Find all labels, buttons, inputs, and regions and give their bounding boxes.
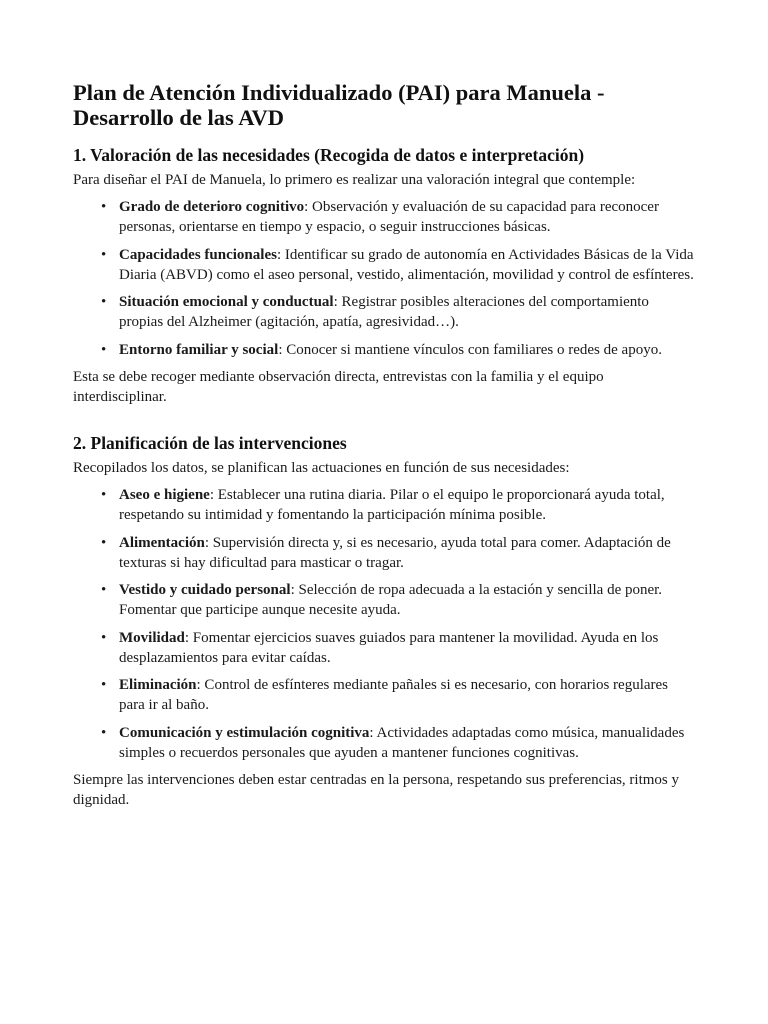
section-heading: 2. Planificación de las intervenciones — [73, 433, 347, 453]
list-item-text: : Selección de ropa adecuada a la estación y sencilla de poner. Fomentar que participe aunque necesite ayuda. — [119, 582, 663, 618]
list-item-term: Eliminación — [119, 677, 197, 693]
list-item-text: : Actividades adaptadas como música, manualidades simples o recuerdos personales que ayuden a mantener funciones cognitivas. — [119, 724, 685, 761]
section-valoracion — [73, 145, 694, 407]
list-item-term: Capacidades funcionales — [119, 246, 277, 263]
list-item-text: : Supervisión directa y, si es necesario, ayuda total para comer. Adaptación de texturas si hay dificultad para masticar o tragar. — [119, 534, 671, 571]
list-item-text: : Control de esfínteres mediante pañales si es necesario, con horarios regulares para ir al baño. — [119, 677, 669, 713]
section-intro: Para diseñar el PAI de Manuela, lo primero es realizar una valoración integral que contemple: — [73, 172, 636, 188]
section-planificacion — [73, 433, 694, 810]
list-item — [119, 340, 694, 360]
list-item-term: Movilidad — [119, 629, 185, 646]
list-item-term: Comunicación y estimulación cognitiva — [119, 724, 370, 741]
list-item-text: : Establecer una rutina diaria. Pilar o el equipo le proporcionará ayuda total, respetando su intimidad y fomentando la participación mínima posible. — [119, 487, 665, 523]
list-item-term: Aseo e higiene — [119, 487, 210, 503]
list-item-text: : Conocer si mantiene vínculos con familiares o redes de apoyo. — [278, 341, 662, 358]
bullet-list — [73, 485, 694, 763]
list-item — [119, 628, 694, 668]
list-item-text: : Registrar posibles alteraciones del comportamiento propias del Alzheimer (agitación, apatía, agresividad…). — [119, 294, 649, 330]
list-item — [119, 197, 694, 237]
list-item — [119, 245, 694, 285]
list-item-term: Vestido y cuidado personal — [119, 582, 291, 598]
section-intro: Recopilados los datos, se planifican las actuaciones en función de sus necesidades: — [73, 460, 570, 476]
list-item-term: Situación emocional y conductual — [119, 294, 334, 310]
section-closing: Siempre las intervenciones deben estar centradas en la persona, respetando sus preferencias, ritmos y dignidad. — [73, 772, 680, 808]
section-heading: 1. Valoración de las necesidades (Recogida de datos e interpretación) — [73, 145, 585, 165]
list-item — [119, 675, 694, 715]
list-item-term: Grado de deterioro cognitivo — [119, 199, 305, 215]
list-item-text: : Identificar su grado de autonomía en Actividades Básicas de la Vida Diaria (ABVD) como el aseo personal, vestido, alimentación, movilidad y control de esfínteres. — [119, 246, 694, 283]
list-item-term: Entorno familiar y social — [119, 341, 279, 358]
list-item-text: : Observación y evaluación de su capacidad para reconocer personas, orientarse en tiempo y espacio, o seguir instrucciones básicas. — [119, 199, 659, 235]
list-item — [119, 485, 694, 525]
list-item-term: Alimentación — [119, 534, 205, 551]
list-item — [119, 580, 694, 620]
list-item — [119, 292, 694, 332]
section-closing: Esta se debe recoger mediante observación directa, entrevistas con la familia y el equipo interdisciplinar. — [73, 369, 604, 405]
bullet-list — [73, 197, 694, 360]
list-item — [119, 723, 694, 763]
list-item — [119, 533, 694, 573]
document-title: Plan de Atención Individualizado (PAI) para Manuela - Desarrollo de las AVD — [73, 80, 605, 130]
list-item-text: : Fomentar ejercicios suaves guiados para mantener la movilidad. Ayuda en los desplazamientos para evitar caídas. — [119, 629, 659, 666]
